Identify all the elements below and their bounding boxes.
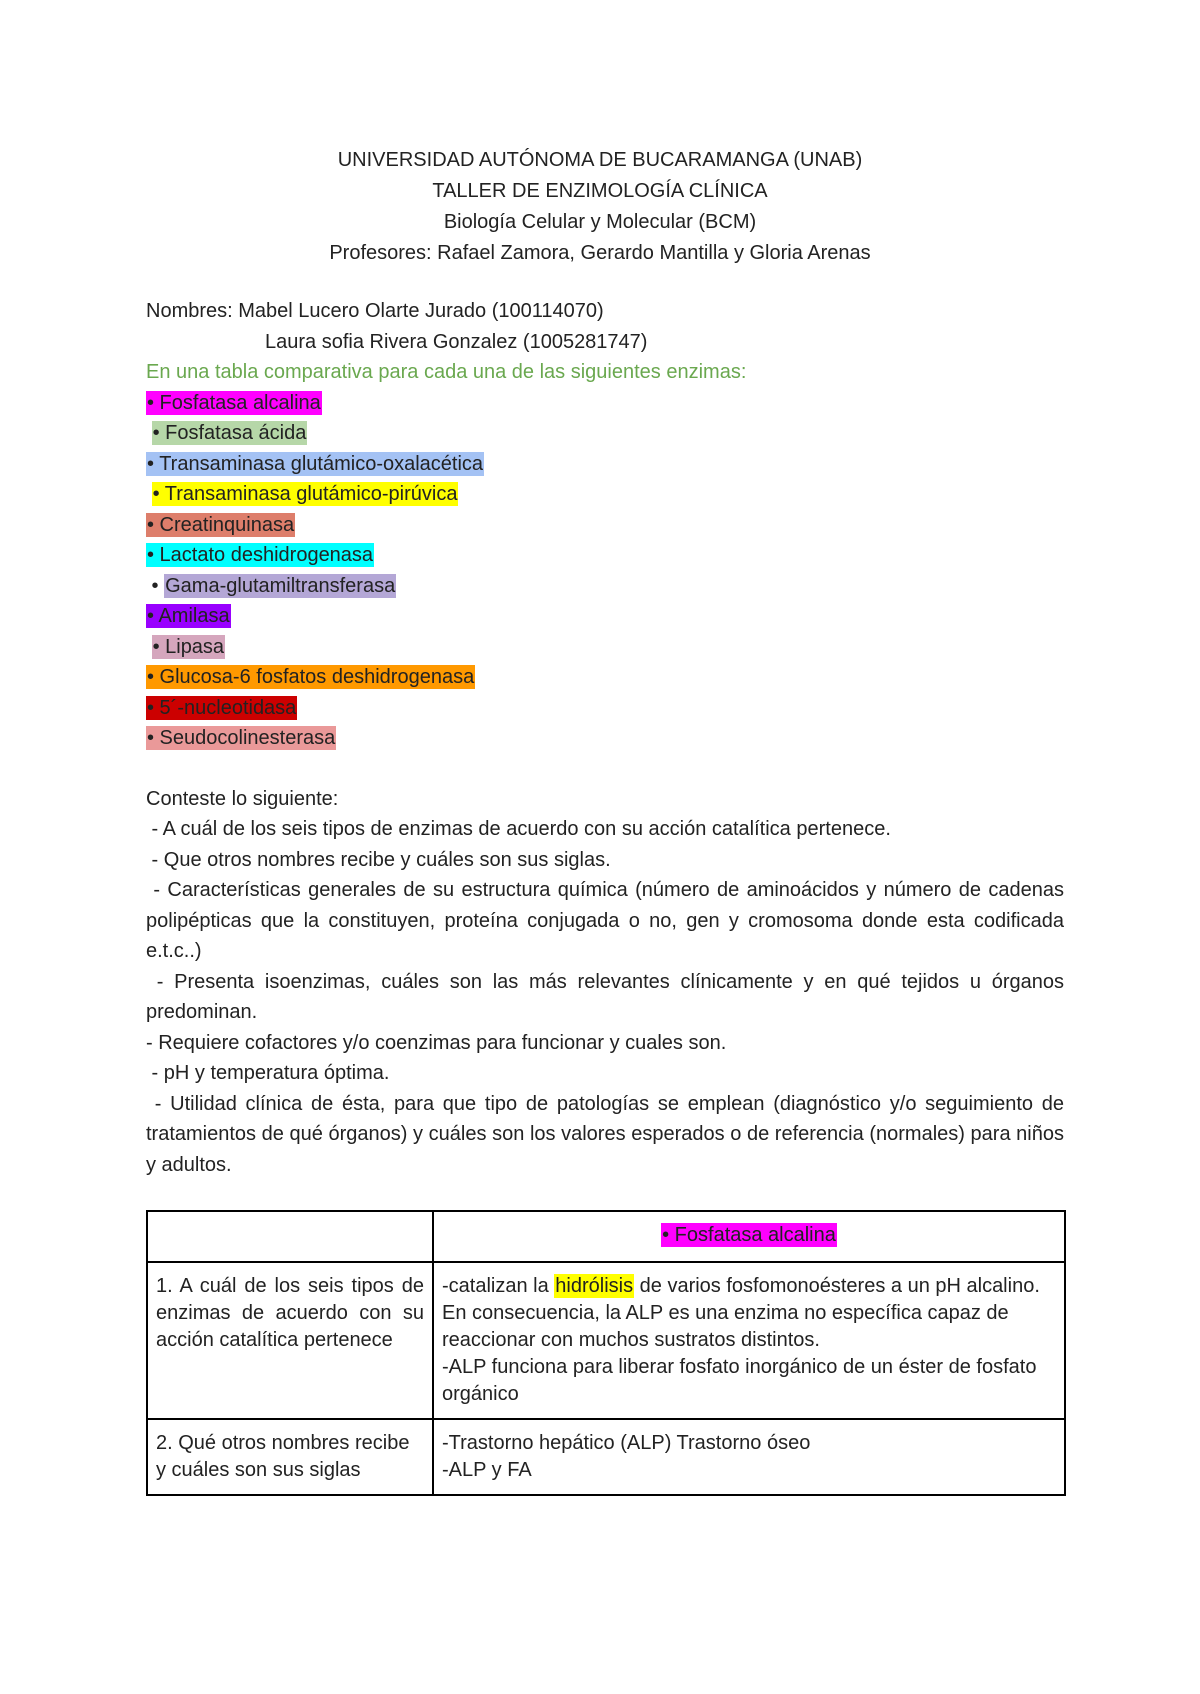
university-title: UNIVERSIDAD AUTÓNOMA DE BUCARAMANGA (UNAB) xyxy=(337,149,863,171)
enzyme-highlight: • Amilasa xyxy=(147,605,230,627)
table-row xyxy=(147,1419,1065,1495)
question-4: - Presenta isoenzimas, cuáles son las más relevantes clínicamente y en qué tejidos u órganos predominan. xyxy=(146,970,1070,1023)
table-row xyxy=(147,1262,1065,1419)
list-item: • Gama-glutamiltransferasa xyxy=(146,574,396,597)
professors-line: Profesores: Rafael Zamora, Gerardo Mantilla y Gloria Arenas xyxy=(329,242,871,264)
question-5: - Requiere cofactores y/o coenzimas para funcionar y cuales son. xyxy=(146,1031,727,1054)
enzyme-highlight: • Lactato deshidrogenasa xyxy=(147,544,374,566)
list-item xyxy=(146,723,1064,754)
list-item xyxy=(146,510,1064,541)
workshop-title: TALLER DE ENZIMOLOGÍA CLÍNICA xyxy=(432,180,768,202)
question-1: - A cuál de los seis tipos de enzimas de acuerdo con su acción catalítica pertenece. xyxy=(146,818,891,840)
list-item xyxy=(146,388,1064,419)
enzyme-highlight: • 5´-nucleotidasa xyxy=(147,696,297,719)
list-item xyxy=(146,479,1064,510)
list-item xyxy=(146,632,1064,663)
course-title: Biología Celular y Molecular (BCM) xyxy=(443,211,757,233)
table-answer-cell xyxy=(433,1262,1065,1419)
questions-section xyxy=(146,784,1070,1181)
enzyme-list xyxy=(146,388,1064,754)
answer-paragraph: -Trastorno hepático (ALP) Trastorno óseo xyxy=(442,1432,811,1454)
list-item xyxy=(146,601,1064,632)
list-item xyxy=(146,662,1064,693)
question-2: - Que otros nombres recibe y cuáles son sus siglas. xyxy=(146,848,611,871)
question-7: - Utilidad clínica de ésta, para que tipo de patologías se emplean (diagnóstico y/o seguimiento de tratamientos de qué órganos) y cuáles son los valores esperados o de referencia (normales) para niños y adultos. xyxy=(146,1092,1070,1176)
answer-paragraph: -ALP y FA xyxy=(442,1459,532,1481)
enzyme-highlight: • Fosfatasa alcalina xyxy=(147,391,321,414)
instruction-text: En una tabla comparativa para cada una de las siguientes enzimas: xyxy=(146,361,747,383)
enzyme-highlight: • Lipasa xyxy=(152,635,225,658)
enzyme-highlight: • Fosfatasa ácida xyxy=(152,422,307,444)
names-line-2: Laura sofia Rivera Gonzalez (1005281747) xyxy=(265,330,648,353)
comparison-table xyxy=(146,1210,1066,1496)
document-header xyxy=(0,145,1200,269)
enzyme-highlight: • Seudocolinesterasa xyxy=(147,727,336,749)
table-question-cell: 1. A cuál de los seis tipos de enzimas de acuerdo con su acción catalítica pertenece xyxy=(147,1262,433,1419)
question-6: - pH y temperatura óptima. xyxy=(146,1062,390,1084)
enzyme-highlight: • Fosfatasa alcalina xyxy=(662,1224,836,1246)
table-header-enzyme-cell xyxy=(433,1211,1065,1262)
list-item xyxy=(146,449,1064,480)
enzyme-highlight: • Transaminasa glutámico-pirúvica xyxy=(152,483,458,505)
enzyme-highlight: • Glucosa-6 fosfatos deshidrogenasa xyxy=(147,666,475,688)
names-line-1: Nombres: Mabel Lucero Olarte Jurado (100114070) xyxy=(146,300,604,322)
enzyme-highlight: • Transaminasa glutámico-oxalacética xyxy=(147,452,484,475)
table-answer-cell xyxy=(433,1419,1065,1495)
questions-intro: Conteste lo siguiente: xyxy=(146,787,339,810)
list-item xyxy=(146,540,1064,571)
answer-paragraph: -catalizan la hidrólisis de varios fosfomonoésteres a un pH alcalino. En consecuencia, la ALP es una enzima no específica capaz de reaccionar con muchos sustratos distintos. xyxy=(442,1275,1040,1351)
list-item xyxy=(146,693,1064,724)
table-header-row xyxy=(147,1211,1065,1262)
table-header-empty-cell xyxy=(147,1211,433,1262)
hydrolysis-highlight: hidrólisis xyxy=(555,1275,634,1297)
table-question-cell: 2. Qué otros nombres recibe y cuáles son sus siglas xyxy=(147,1419,433,1495)
enzyme-highlight: • Creatinquinasa xyxy=(147,513,295,536)
list-item xyxy=(146,418,1064,449)
document-body xyxy=(146,296,1070,1180)
question-3: - Características generales de su estructura química (número de aminoácidos y número de cadenas polipépticas que la constituyen, proteína conjugada o no, gen y cromosoma donde esta codificada e.t.c..) xyxy=(146,879,1070,962)
answer-paragraph: -ALP funciona para liberar fosfato inorgánico de un éster de fosfato orgánico xyxy=(442,1356,1037,1405)
enzyme-highlight: Gama-glutamiltransferasa xyxy=(165,574,396,597)
